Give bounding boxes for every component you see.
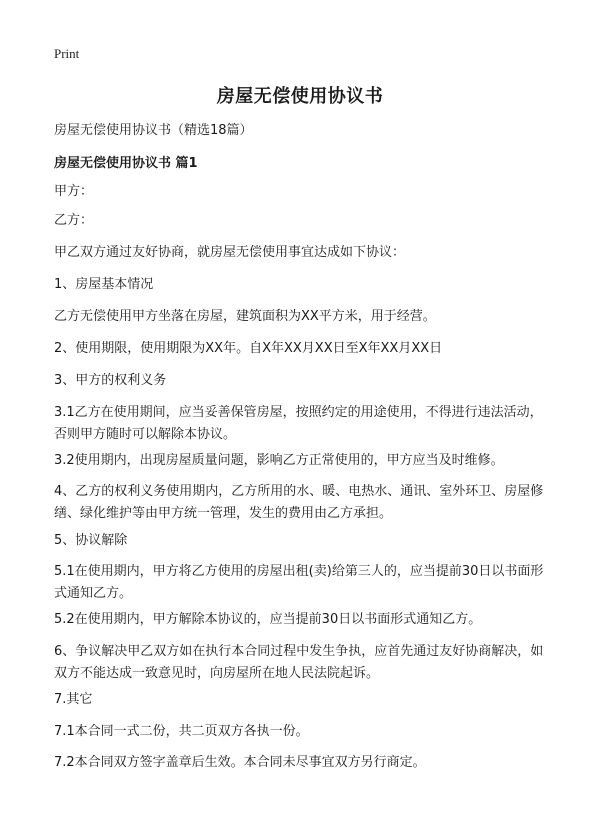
party-b-line: 乙方： xyxy=(54,213,94,228)
clause-7-heading: 7.其它 xyxy=(54,692,93,707)
print-link[interactable]: Print xyxy=(54,46,80,61)
clause-1-text: 乙方无偿使用甲方坐落在房屋，建筑面积为XX平方米，用于经营。 xyxy=(54,309,436,324)
section-heading: 房屋无偿使用协议书 篇1 xyxy=(54,156,198,171)
clause-5-1-text: 5.1在使用期内，甲方将乙方使用的房屋出租(卖)给第三人的，应当提前30日以书面形式通知乙方。 xyxy=(54,564,544,601)
clause-7-2-text: 7.2本合同双方签字盖章后生效。本合同未尽事宜双方另行商定。 xyxy=(54,755,426,770)
party-a-line: 甲方： xyxy=(54,184,94,199)
clause-3-1-text: 3.1乙方在使用期间，应当妥善保管房屋，按照约定的用途使用，不得进行违法活动，否则甲方随时可以解除本协议。 xyxy=(54,405,543,442)
clause-7-1-text: 7.1本合同一式二份，共二页双方各执一份。 xyxy=(54,724,309,739)
clause-3-heading: 3、甲方的权利义务 xyxy=(54,373,167,388)
clause-5-2-text: 5.2在使用期内，甲方解除本协议的，应当提前30日以书面形式通知乙方。 xyxy=(54,612,482,627)
subtitle: 房屋无偿使用协议书（精选18篇） xyxy=(54,123,253,138)
agreement-intro: 甲乙双方通过友好协商，就房屋无偿使用事宜达成如下协议： xyxy=(54,245,406,260)
clause-5-heading: 5、协议解除 xyxy=(54,533,128,548)
clause-3-2-text: 3.2使用期内，出现房屋质量问题，影响乙方正常使用的，甲方应当及时维修。 xyxy=(54,453,504,468)
page-title: 房屋无偿使用协议书 xyxy=(216,86,384,107)
clause-2-text: 2、使用期限，使用期限为XX年。自X年XX月XX日至X年XX月XX日 xyxy=(54,341,443,356)
clause-1-heading: 1、房屋基本情况 xyxy=(54,277,154,292)
clause-4-text: 4、乙方的权利义务使用期内，乙方所用的水、暖、电热水、通讯、室外环卫、房屋修缮、绿化维护等由甲方统一管理，发生的费用由乙方承担。 xyxy=(54,484,544,521)
clause-6-text: 6、争议解决甲乙双方如在执行本合同过程中发生争执，应首先通过友好协商解决，如双方不能达成一致意见时，向房屋所在地人民法院起诉。 xyxy=(54,644,544,681)
